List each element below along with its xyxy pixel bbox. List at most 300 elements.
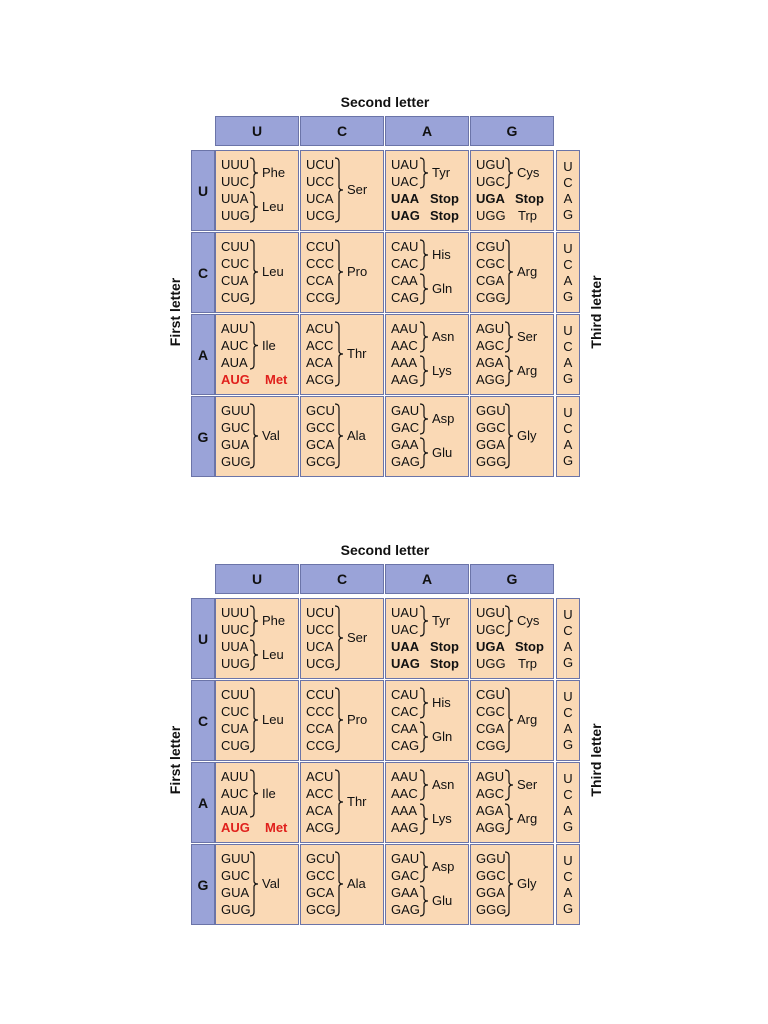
amino-acid-label: Ser	[347, 182, 368, 197]
first-letter-title: First letter	[167, 277, 183, 347]
codon: UUA	[221, 191, 249, 206]
codon-cell	[215, 844, 299, 925]
codon-cell	[215, 314, 299, 395]
brace-icon	[419, 803, 429, 835]
codon: CCC	[306, 704, 335, 719]
brace-icon	[504, 687, 514, 753]
amino-acid-label: Arg	[517, 363, 538, 378]
amino-acid-label: Asp	[432, 411, 455, 426]
codon: AGG	[476, 372, 505, 387]
amino-acid-label: Arg	[517, 264, 538, 279]
codon-list	[476, 604, 506, 672]
third-letter-column-row-c	[556, 232, 580, 313]
codon-cell	[215, 762, 299, 843]
brace-icon	[419, 273, 429, 305]
codon: CCA	[306, 721, 334, 736]
codon: UAC	[391, 622, 419, 637]
codon-cell	[470, 844, 554, 925]
codon-list	[391, 320, 418, 388]
codon: GUA	[221, 885, 250, 900]
codon: GAC	[391, 868, 420, 883]
codon-cell	[385, 232, 469, 313]
third-letter-g: G	[562, 654, 574, 670]
third-letter-u: U	[563, 688, 573, 704]
second-letter-header-u: U	[215, 116, 299, 146]
second-letter-title: Second letter	[340, 542, 430, 558]
codon: CGG	[476, 738, 506, 753]
third-letter-u: U	[563, 606, 573, 622]
first-letter-header-c: C	[191, 232, 215, 313]
codon: UGU	[476, 157, 505, 172]
codon-list	[476, 156, 506, 224]
brace-icon	[249, 687, 259, 753]
codon-cell	[470, 762, 554, 843]
amino-acid-label: Val	[262, 428, 280, 443]
codon-list	[391, 402, 420, 470]
codon: UGA	[476, 639, 505, 654]
brace-icon	[249, 769, 259, 818]
third-letter-column-row-c	[556, 680, 580, 761]
first-letter-header-c: C	[191, 680, 215, 761]
codon: AUG	[221, 372, 250, 387]
codon-list	[221, 156, 250, 224]
codon-list	[476, 686, 506, 754]
codon: AUG	[221, 820, 250, 835]
amino-acid-label: Trp	[518, 207, 538, 223]
second-letter-header-a: A	[385, 116, 469, 146]
codon: GAA	[391, 885, 419, 900]
codon-cell	[470, 232, 554, 313]
codon: AAA	[391, 355, 418, 370]
brace-icon	[504, 769, 514, 801]
amino-acid-label: Asp	[432, 859, 455, 874]
codon: GGU	[476, 851, 506, 866]
codon-table-1	[0, 94, 768, 494]
third-letter-a: A	[563, 272, 573, 288]
amino-acid-label: Stop	[515, 638, 544, 654]
codon: UGA	[476, 191, 505, 206]
third-letter-g: G	[562, 288, 574, 304]
codon-table-2	[0, 542, 768, 942]
codon: GCG	[306, 454, 336, 469]
brace-icon	[249, 403, 259, 469]
codon: UUC	[221, 174, 250, 189]
amino-acid-label: Ser	[347, 630, 368, 645]
second-letter-header-a: A	[385, 564, 469, 594]
amino-acid-label: Thr	[347, 794, 367, 809]
third-letter-c: C	[563, 174, 573, 190]
amino-acid-label: Val	[262, 876, 280, 891]
codon-cell	[470, 396, 554, 477]
codon: GCA	[306, 885, 335, 900]
codon: AUA	[221, 355, 248, 370]
codon-list	[306, 686, 335, 754]
codon-cell	[215, 598, 299, 679]
codon: UGG	[476, 656, 506, 671]
codon: AUU	[221, 769, 249, 784]
codon: CUG	[221, 290, 250, 305]
codon: AAA	[391, 803, 418, 818]
codon: GUC	[221, 868, 250, 883]
third-letter-column-row-a	[556, 314, 580, 395]
codon-list	[476, 320, 505, 388]
third-letter-a: A	[563, 190, 573, 206]
third-letter-a: A	[563, 354, 573, 370]
codon: CAC	[391, 704, 419, 719]
codon-cell	[470, 680, 554, 761]
third-letter-g: G	[562, 206, 574, 222]
codon: GCG	[306, 902, 336, 917]
codon-cell	[385, 680, 469, 761]
third-letter-column-row-u	[556, 150, 580, 231]
brace-icon	[249, 639, 259, 671]
amino-acid-label: Tyr	[432, 613, 451, 628]
third-letter-g: G	[562, 370, 574, 386]
codon: GAA	[391, 437, 419, 452]
amino-acid-label: Lys	[432, 363, 452, 378]
codon: CGG	[476, 290, 506, 305]
third-letter-c: C	[563, 786, 573, 802]
third-letter-c: C	[563, 622, 573, 638]
codon: UUA	[221, 639, 249, 654]
amino-acid-label: Pro	[347, 712, 368, 727]
codon: UUG	[221, 208, 250, 223]
brace-icon	[249, 321, 259, 370]
codon: CCU	[306, 239, 335, 254]
brace-icon	[504, 851, 514, 917]
codon-cell	[385, 150, 469, 231]
third-letter-a: A	[563, 720, 573, 736]
codon-list	[221, 320, 250, 388]
third-letter-u: U	[563, 404, 573, 420]
codon: GAU	[391, 851, 420, 866]
third-letter-title: Third letter	[588, 275, 604, 349]
codon-list	[221, 768, 250, 836]
codon-cell	[215, 150, 299, 231]
codon-list	[391, 604, 420, 672]
amino-acid-label: Stop	[430, 207, 459, 223]
codon: ACA	[306, 355, 333, 370]
codon-cell	[385, 844, 469, 925]
brace-icon	[419, 239, 429, 271]
codon: ACA	[306, 803, 333, 818]
codon-cell	[300, 844, 384, 925]
codon: CUC	[221, 704, 250, 719]
brace-icon	[419, 851, 429, 883]
codon-list	[476, 238, 506, 306]
codon-list	[221, 402, 251, 470]
brace-icon	[419, 355, 429, 387]
codon: CCU	[306, 687, 335, 702]
codon: GCC	[306, 420, 335, 435]
brace-icon	[504, 803, 514, 835]
amino-acid-label: Arg	[517, 811, 538, 826]
codon: GUC	[221, 420, 250, 435]
codon-list	[221, 686, 250, 754]
codon: UAU	[391, 157, 419, 172]
codon: AGG	[476, 820, 505, 835]
amino-acid-label: Leu	[262, 199, 284, 214]
third-letter-c: C	[563, 256, 573, 272]
third-letter-a: A	[563, 436, 573, 452]
codon-cell	[215, 232, 299, 313]
amino-acid-label: Gly	[517, 428, 537, 443]
amino-acid-label: Cys	[517, 165, 540, 180]
codon-cell	[385, 598, 469, 679]
codon-list	[476, 768, 505, 836]
amino-acid-label: Trp	[518, 655, 538, 671]
brace-icon	[334, 769, 344, 835]
codon: CCA	[306, 273, 334, 288]
amino-acid-label: His	[432, 247, 451, 262]
codon-list	[391, 238, 419, 306]
codon-list	[306, 850, 336, 918]
first-letter-title: First letter	[167, 725, 183, 795]
codon: CAG	[391, 738, 420, 753]
codon: AUC	[221, 338, 249, 353]
codon: GUG	[221, 902, 251, 917]
codon: UAG	[391, 208, 420, 223]
codon: CUU	[221, 239, 250, 254]
first-letter-header-u: U	[191, 150, 215, 231]
codon: UCA	[306, 191, 334, 206]
amino-acid-label: Gly	[517, 876, 537, 891]
brace-icon	[419, 403, 429, 435]
amino-acid-label: Met	[265, 371, 288, 387]
brace-icon	[419, 885, 429, 917]
codon: CAU	[391, 239, 419, 254]
codon-list	[476, 850, 506, 918]
codon: UGC	[476, 174, 505, 189]
amino-acid-label: Gln	[432, 729, 453, 744]
codon: GUG	[221, 454, 251, 469]
codon: AGA	[476, 355, 504, 370]
codon: CGA	[476, 273, 505, 288]
codon: ACU	[306, 321, 334, 336]
codon: GCA	[306, 437, 335, 452]
codon: CAU	[391, 687, 419, 702]
codon: CGC	[476, 704, 505, 719]
codon: GUU	[221, 851, 250, 866]
third-letter-c: C	[563, 338, 573, 354]
amino-acid-label: Stop	[515, 190, 544, 206]
codon: GGA	[476, 885, 505, 900]
codon: AAU	[391, 321, 418, 336]
codon: UAA	[391, 639, 420, 654]
second-letter-header-c: C	[300, 564, 384, 594]
codon: GGU	[476, 403, 506, 418]
brace-icon	[504, 605, 514, 637]
second-letter-header-g: G	[470, 116, 554, 146]
codon: GAU	[391, 403, 420, 418]
amino-acid-label: Ile	[262, 785, 276, 801]
codon: UUC	[221, 622, 250, 637]
codon-cell	[385, 762, 469, 843]
codon: AGU	[476, 769, 505, 784]
codon: CGU	[476, 687, 505, 702]
codon: GGC	[476, 420, 506, 435]
codon-list	[306, 768, 334, 836]
codon: CGC	[476, 256, 505, 271]
brace-icon	[334, 321, 344, 387]
codon-cell	[300, 396, 384, 477]
codon: UAG	[391, 656, 420, 671]
brace-icon	[249, 851, 259, 917]
codon: CUG	[221, 738, 250, 753]
codon: AGC	[476, 786, 505, 801]
codon-cell	[470, 598, 554, 679]
codon: UCG	[306, 208, 335, 223]
amino-acid-label: Leu	[262, 712, 284, 727]
amino-acid-label: Thr	[347, 346, 367, 361]
codon: UCC	[306, 174, 335, 189]
amino-acid-label: Pro	[347, 264, 368, 279]
brace-icon	[334, 403, 344, 469]
second-letter-header-g: G	[470, 564, 554, 594]
codon: UUU	[221, 157, 250, 172]
codon-cell	[300, 680, 384, 761]
amino-acid-label: Stop	[430, 655, 459, 671]
brace-icon	[334, 239, 344, 305]
brace-icon	[504, 321, 514, 353]
codon: AAU	[391, 769, 418, 784]
codon: CCG	[306, 290, 335, 305]
codon: UUU	[221, 605, 250, 620]
codon: AGC	[476, 338, 505, 353]
amino-acid-label: Leu	[262, 264, 284, 279]
codon: GGC	[476, 868, 506, 883]
amino-acid-label: Met	[265, 819, 288, 835]
third-letter-column-row-g	[556, 844, 580, 925]
amino-acid-label: Phe	[262, 165, 286, 180]
amino-acid-label: Asn	[432, 777, 455, 792]
brace-icon	[419, 605, 429, 637]
amino-acid-label: Lys	[432, 811, 452, 826]
codon: GAC	[391, 420, 420, 435]
codon-list	[221, 604, 250, 672]
brace-icon	[249, 605, 259, 637]
codon-cell	[300, 232, 384, 313]
codon: AGA	[476, 803, 504, 818]
amino-acid-label: Stop	[430, 190, 459, 206]
codon: CGU	[476, 239, 505, 254]
codon: GUA	[221, 437, 250, 452]
codon: GCU	[306, 851, 335, 866]
third-letter-c: C	[563, 420, 573, 436]
third-letter-c: C	[563, 704, 573, 720]
codon-cell	[470, 150, 554, 231]
codon: UCU	[306, 605, 335, 620]
brace-icon	[419, 321, 429, 353]
codon: GCC	[306, 868, 335, 883]
codon: CUA	[221, 273, 249, 288]
codon: GUU	[221, 403, 250, 418]
amino-acid-label: Ala	[347, 428, 366, 443]
first-letter-header-a: A	[191, 314, 215, 395]
brace-icon	[419, 157, 429, 189]
codon-list	[221, 850, 251, 918]
brace-icon	[504, 403, 514, 469]
codon: GAG	[391, 454, 420, 469]
codon: UCU	[306, 157, 335, 172]
codon: ACG	[306, 820, 335, 835]
codon: AAC	[391, 786, 418, 801]
third-letter-g: G	[562, 736, 574, 752]
brace-icon	[419, 769, 429, 801]
first-letter-header-a: A	[191, 762, 215, 843]
codon: GGA	[476, 437, 505, 452]
codon: UCA	[306, 639, 334, 654]
first-letter-header-u: U	[191, 598, 215, 679]
third-letter-a: A	[563, 884, 573, 900]
amino-acid-label: Glu	[432, 893, 453, 908]
amino-acid-label: Asn	[432, 329, 455, 344]
codon-list	[306, 238, 335, 306]
codon-list	[306, 320, 334, 388]
codon: AAG	[391, 372, 419, 387]
amino-acid-label: Ser	[517, 329, 538, 344]
codon: GGG	[476, 454, 507, 469]
codon: CGA	[476, 721, 505, 736]
codon: ACC	[306, 338, 334, 353]
codon-cell	[470, 314, 554, 395]
brace-icon	[334, 687, 344, 753]
amino-acid-label: Ile	[262, 337, 276, 353]
codon-cell	[385, 314, 469, 395]
third-letter-g: G	[562, 818, 574, 834]
brace-icon	[419, 687, 429, 719]
codon-list	[306, 156, 335, 224]
codon: ACC	[306, 786, 334, 801]
third-letter-g: G	[562, 900, 574, 916]
amino-acid-label: Cys	[517, 613, 540, 628]
codon: AGU	[476, 321, 505, 336]
amino-acid-label: His	[432, 695, 451, 710]
third-letter-column-row-a	[556, 762, 580, 843]
brace-icon	[334, 851, 344, 917]
brace-icon	[504, 239, 514, 305]
brace-icon	[249, 191, 259, 223]
amino-acid-label: Glu	[432, 445, 453, 460]
third-letter-u: U	[563, 852, 573, 868]
codon: CUU	[221, 687, 250, 702]
first-letter-header-g: G	[191, 844, 215, 925]
third-letter-a: A	[563, 802, 573, 818]
codon-cell	[215, 680, 299, 761]
codon: ACG	[306, 372, 335, 387]
amino-acid-label: Ser	[517, 777, 538, 792]
third-letter-u: U	[563, 770, 573, 786]
codon: UAU	[391, 605, 419, 620]
brace-icon	[334, 605, 344, 671]
third-letter-u: U	[563, 322, 573, 338]
codon: UGU	[476, 605, 505, 620]
codon: UUG	[221, 656, 250, 671]
codon: GAG	[391, 902, 420, 917]
first-letter-header-g: G	[191, 396, 215, 477]
brace-icon	[249, 157, 259, 189]
codon-cell	[300, 150, 384, 231]
amino-acid-label: Leu	[262, 647, 284, 662]
codon: CAA	[391, 721, 418, 736]
codon: UGG	[476, 208, 506, 223]
codon: UCG	[306, 656, 335, 671]
codon-list	[306, 402, 336, 470]
third-letter-g: G	[562, 452, 574, 468]
codon-list	[391, 156, 420, 224]
codon-cell	[385, 396, 469, 477]
codon-cell	[300, 598, 384, 679]
